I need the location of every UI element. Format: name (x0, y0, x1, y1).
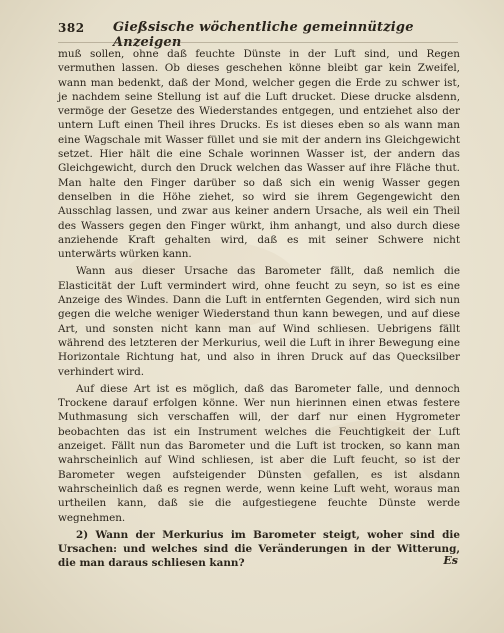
question-heading: 2) Wann der Merkurius im Barometer steigt, woher sind die Ursachen: und welches sind die Veränderungen in der Witterung, die man daraus schliesen kann? (58, 528, 460, 570)
page-number: 382 (58, 21, 85, 35)
header-rule (58, 42, 458, 43)
paragraph: muß sollen, ohne daß feuchte Dünste in der Luft sind, und Regen vermuthen lassen. Ob dieses geschehen könne bleibt gar kein Zweifel, wann man bedenkt, daß der Mond, welcher gegen die Erde zu schwer ist, je nachdem seine Stellung ist auf die Luft drucket. Diese drucke alsdenn, vermöge der Gesetze des Wiederstandes entgegen, und entziehet also der untern Luft einen Theil ihres Drucks. Es ist dieses eben so als wann man eine Wagschale mit Wasser füllet und sie mit der andern ins Gleichgewicht setzet. Hier hält die eine Schale worinnen Wasser ist, der andern das Gleichgewicht, durch den Druck welchen das Wasser auf ihre Fläche thut. Man halte den Finger darüber so daß sich ein wenig Wasser gegen denselben in die Höhe ziehet, so wird sie ihrem Gegengewicht den Ausschlag lassen, und zwar aus keiner andern Ursache, als weil ein Theil des Wassers gegen den Finger würkt, ihm anhangt, und also durch diese anziehende Kraft gehalten wird, daß es mit seiner Schwere nicht unterwärts würken kann. (58, 48, 460, 261)
paragraph: Wann aus dieser Ursache das Barometer fällt, daß nemlich die Elasticität der Luft vermindert wird, ohne feucht zu seyn, so ist es eine Anzeige des Windes. Dann die Luft in entfernten Gegenden, wird sich nun gegen die welche weniger Wiederstand thun kann bewegen, und auf diese Art, und sonsten nicht kann man auf Wind schliesen. Uebrigens fällt während des letzteren der Merkurius, weil die Luft in ihrer Bewegung eine Horizontale Richtung hat, und also in ihren Druck auf das Quecksilber verhindert wird. (58, 265, 460, 378)
body-text (58, 47, 460, 571)
catchword: Es (443, 554, 458, 567)
running-title: Gießsische wöchentliche gemeinnützige Anzeigen (113, 20, 414, 50)
page-header (58, 20, 458, 50)
paragraph: Auf diese Art ist es möglich, daß das Barometer falle, und dennoch Trockene darauf erfolgen könne. Wer nun hierinnen einen etwas festere Muthmasung sich verschaffen will, der darf nur einen Hygrometer beobachten das ist ein Instrument welches die Feuchtigkeit der Luft anzeiget. Fällt nun das Barometer und die Luft ist trocken, so kann man wahrscheinlich auf Wind schliesen, ist aber die Luft feucht, so ist der Barometer wegen aufsteigender Dünsten gefallen, es ist alsdann wahrscheinlich daß es regnen werde, wenn keine Luft weht, woraus man urtheilen kann, daß sie die aufgestiegene feuchte Dünste werde wegnehmen. (58, 382, 460, 524)
